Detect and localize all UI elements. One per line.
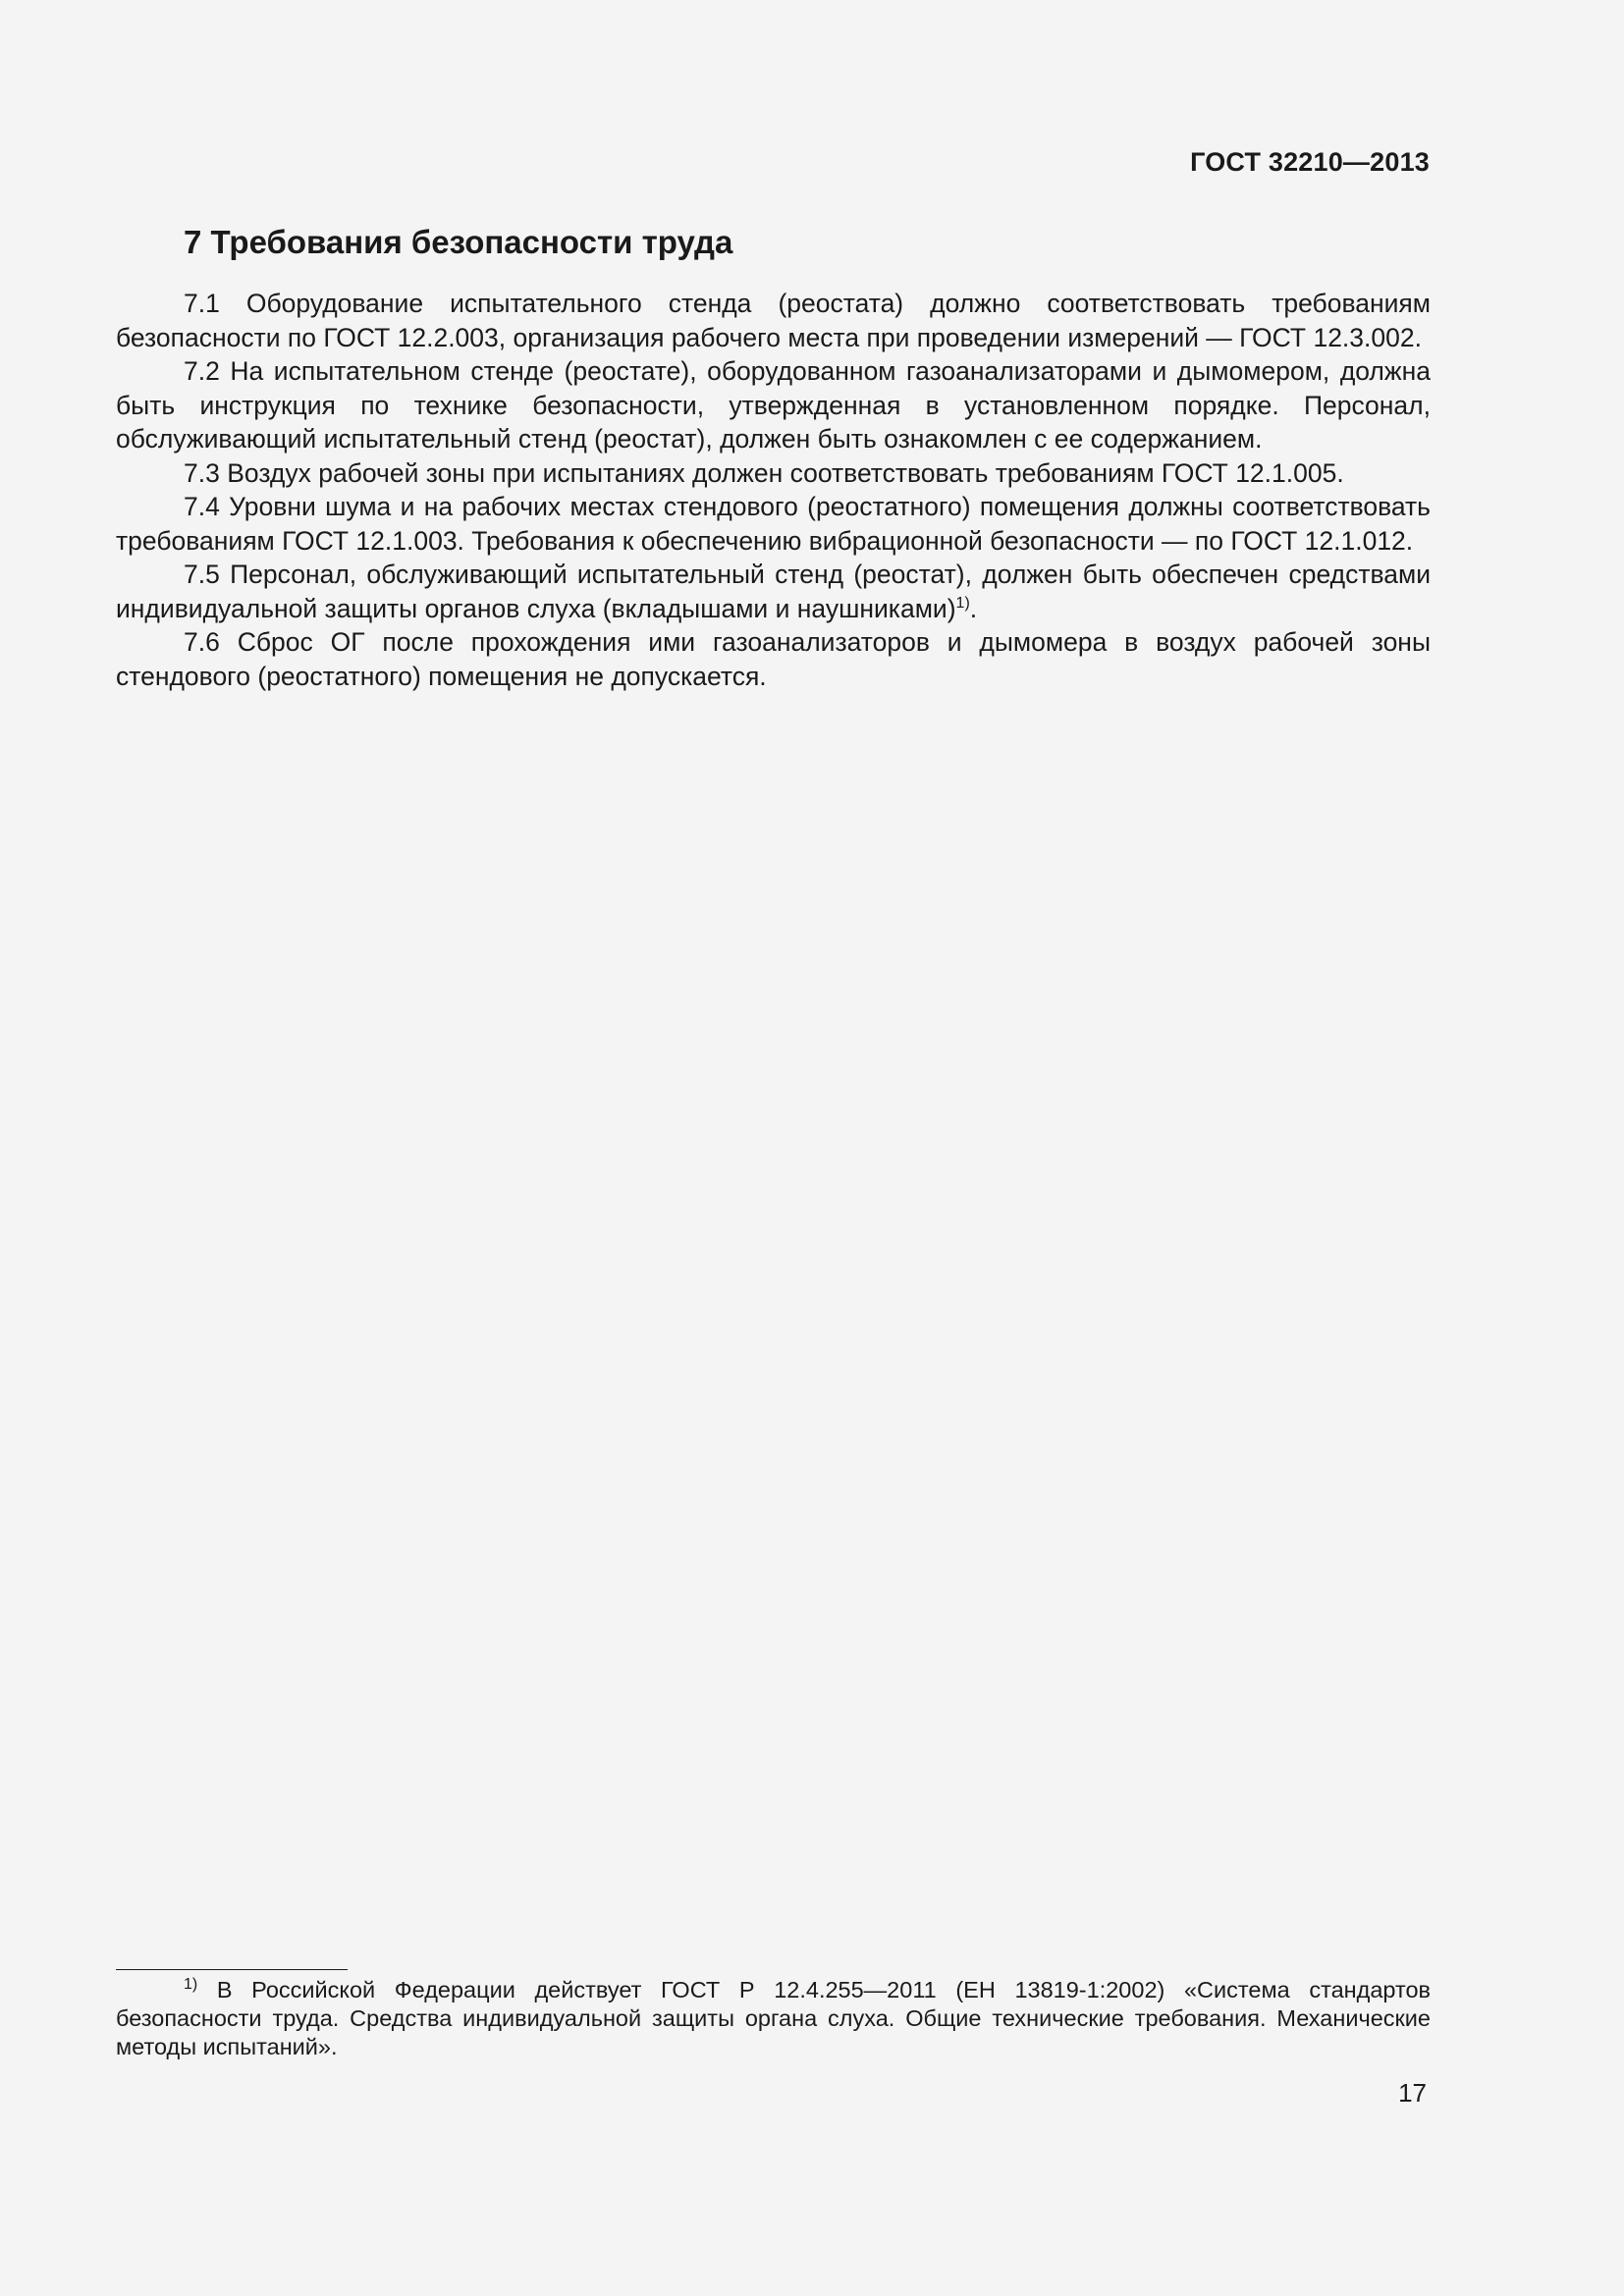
- paragraph-7-5-text: 7.5 Персонал, обслуживающий испытательный стенд (реостат), должен быть обеспечен средствами индивидуальной защиты органов слуха (вкладышами и наушниками): [116, 560, 1431, 623]
- paragraph-7-4: 7.4 Уровни шума и на рабочих местах стендового (реостатного) помещения должны соответствовать требованиям ГОСТ 12.1.003. Требования к обеспечению вибрационной безопасности — по ГОСТ 12.1.012.: [116, 492, 1431, 556]
- footnote-reference: 1): [955, 594, 970, 612]
- section-heading: 7 Требования безопасности труда: [184, 224, 733, 260]
- footnote-marker: 1): [184, 1976, 198, 1994]
- paragraph-7-3: 7.3 Воздух рабочей зоны при испытаниях должен соответствовать требованиям ГОСТ 12.1.005.: [184, 457, 1344, 488]
- footnote: [116, 1976, 1431, 2061]
- paragraph-7-1: 7.1 Оборудование испытательного стенда (реостата) должно соответствовать требованиям безопасности по ГОСТ 12.2.003, организация рабочего места при проведении измерений — ГОСТ 12.3.002.: [116, 289, 1431, 352]
- paragraph-7-5-tail: .: [969, 593, 978, 623]
- paragraph-7-2: 7.2 На испытательном стенде (реостате), оборудованном газоанализаторами и дымомером, должна быть инструкция по технике безопасности, утвержденная в установленном порядке. Персонал, обслуживающий испытательный стенд (реостат), должен быть ознакомлен с ее содержанием.: [116, 356, 1431, 454]
- page-number: 17: [1398, 2078, 1427, 2108]
- section-body: [116, 287, 1431, 693]
- paragraph-7-5: [116, 558, 1431, 625]
- footnote-text: В Российской Федерации действует ГОСТ Р 12.4.255—2011 (ЕН 13819-1:2002) «Система стандартов безопасности труда. Средства индивидуальной защиты органа слуха. Общие технические требования. Механические методы испытаний».: [116, 1977, 1432, 2059]
- document-code-header: ГОСТ 32210—2013: [1190, 147, 1430, 177]
- paragraph-7-6: 7.6 Сброс ОГ после прохождения ими газоанализаторов и дымомера в воздух рабочей зоны стендового (реостатного) помещения не допускается.: [116, 627, 1431, 691]
- footnote-separator: [116, 1969, 348, 1970]
